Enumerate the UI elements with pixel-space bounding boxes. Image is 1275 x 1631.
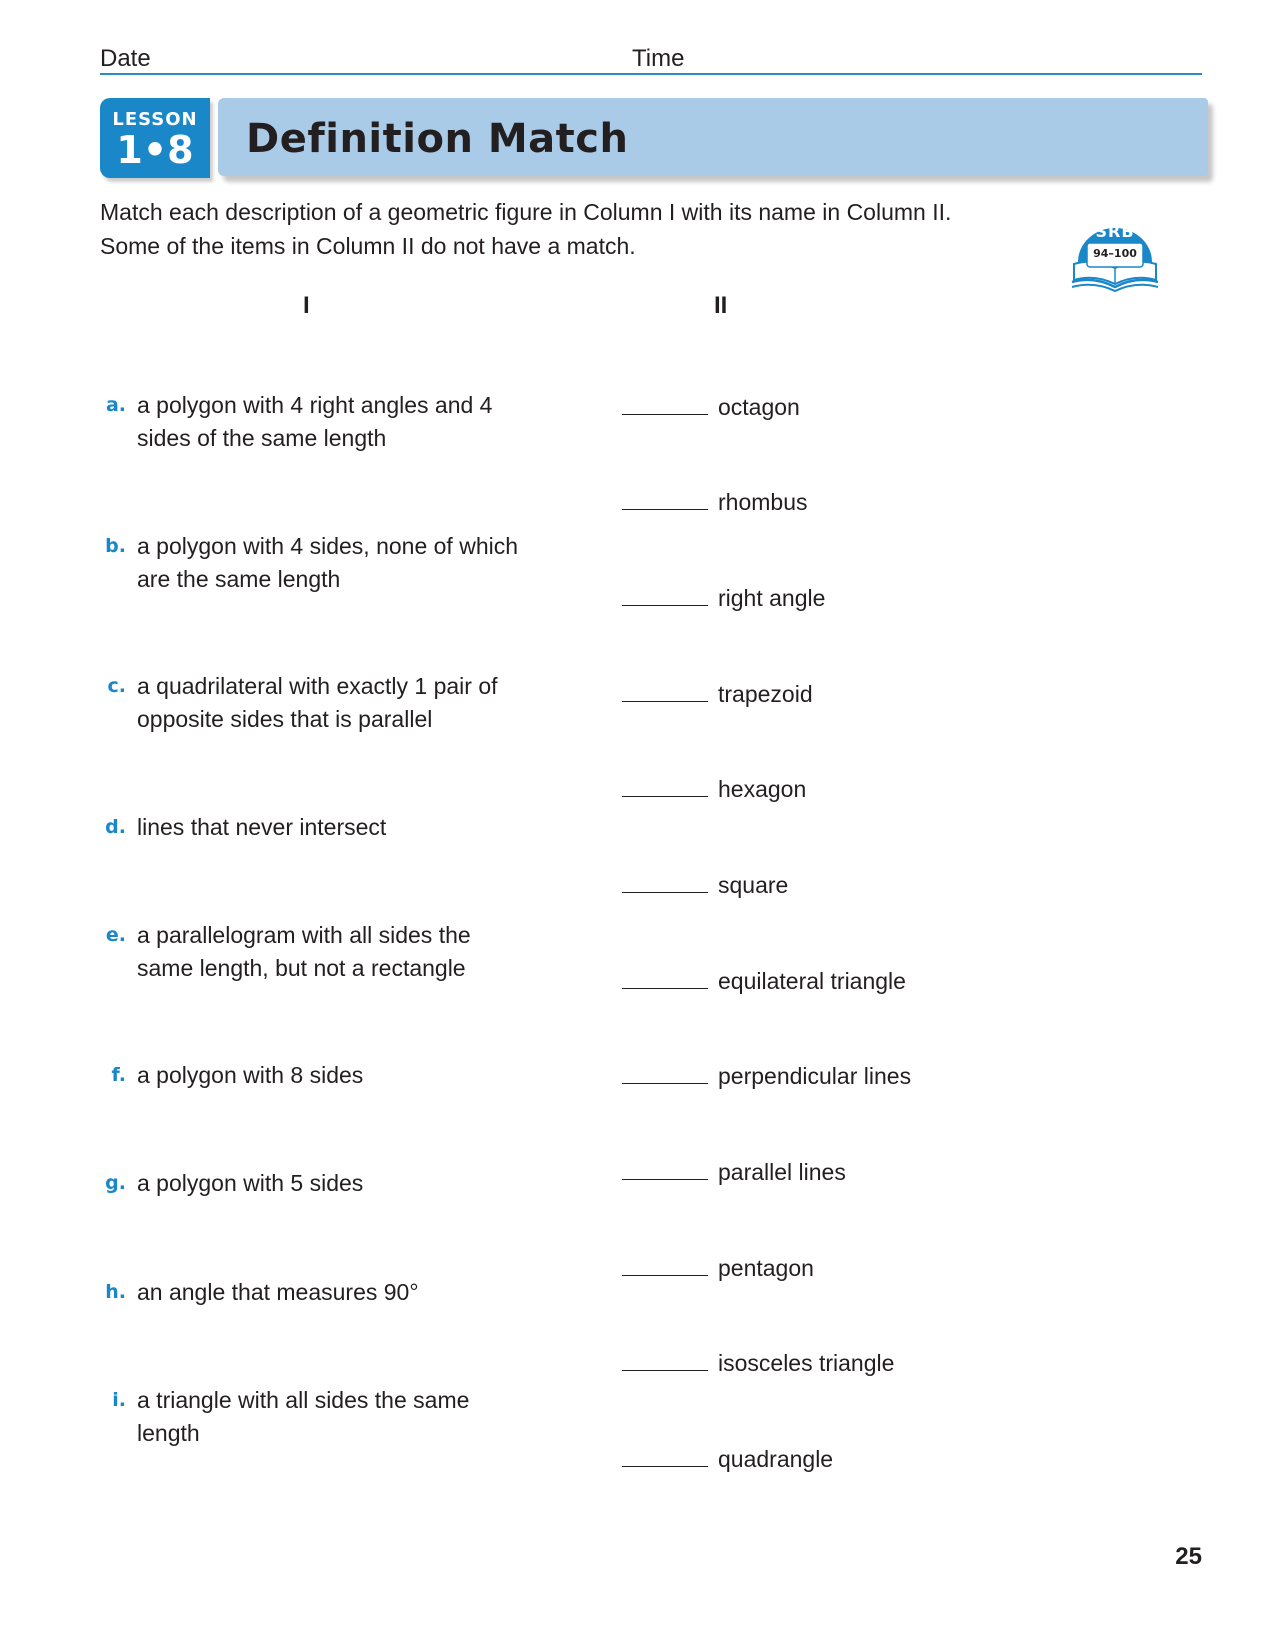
answer-name: square — [718, 872, 789, 898]
lesson-tab — [100, 98, 210, 178]
item-letter: i. — [112, 1389, 126, 1411]
answer-blank[interactable] — [622, 1253, 708, 1276]
answer-row — [622, 1348, 894, 1378]
item-description: a quadrilateral with exactly 1 pair of opposite sides that is parallel — [137, 673, 498, 732]
answer-name: trapezoid — [718, 681, 813, 707]
answer-name: perpendicular lines — [718, 1063, 912, 1089]
answer-row — [622, 1253, 814, 1283]
item-description: a polygon with 5 sides — [137, 1170, 364, 1196]
lesson-number: 1•8 — [116, 128, 194, 172]
list-item — [100, 1167, 520, 1200]
answer-row — [622, 1157, 846, 1187]
item-letter: d. — [105, 816, 126, 838]
item-description: lines that never intersect — [137, 814, 387, 840]
page-number: 25 — [1175, 1543, 1202, 1570]
item-description: a polygon with 4 right angles and 4 sides of the same length — [137, 392, 493, 451]
srb-label: SRB — [1095, 222, 1135, 241]
column-i-heading: I — [303, 292, 310, 319]
answer-blank[interactable] — [622, 966, 708, 989]
answer-name: octagon — [718, 394, 800, 420]
item-letter: b. — [105, 535, 126, 557]
instructions: Match each description of a geometric figure in Column I with its name in Column II. Some of the items in Column II do not have a match. — [100, 199, 952, 259]
srb-badge — [1070, 218, 1160, 298]
item-letter: f. — [111, 1064, 126, 1086]
answer-row — [622, 966, 906, 996]
srb-pages: 94–100 — [1093, 247, 1137, 260]
item-description: a polygon with 8 sides — [137, 1062, 364, 1088]
list-item — [100, 1276, 520, 1309]
time-label: Time — [632, 45, 685, 72]
answer-row — [622, 679, 813, 709]
item-description: an angle that measures 90° — [137, 1279, 419, 1305]
answer-blank[interactable] — [622, 679, 708, 702]
list-item — [100, 1059, 520, 1092]
item-description: a parallelogram with all sides the same length, but not a rectangle — [137, 922, 471, 981]
answer-row — [622, 583, 825, 613]
answer-name: rhombus — [718, 489, 808, 515]
answer-name: pentagon — [718, 1255, 814, 1281]
lesson-label: LESSON — [112, 109, 198, 130]
answer-blank[interactable] — [622, 1348, 708, 1371]
answer-row — [622, 1444, 833, 1474]
answer-blank[interactable] — [622, 1444, 708, 1467]
item-description: a triangle with all sides the same length — [137, 1387, 470, 1446]
list-item — [100, 919, 520, 985]
answer-name: equilateral triangle — [718, 968, 906, 994]
answer-row — [622, 487, 807, 517]
column-ii-heading: II — [714, 292, 728, 319]
answer-blank[interactable] — [622, 1061, 708, 1084]
list-item — [100, 670, 520, 736]
answer-name: parallel lines — [718, 1159, 846, 1185]
answer-blank[interactable] — [622, 870, 708, 893]
answer-blank[interactable] — [622, 583, 708, 606]
answer-blank[interactable] — [622, 392, 708, 415]
list-item — [100, 389, 520, 455]
answer-row — [622, 1061, 911, 1091]
page-title: Definition Match — [246, 116, 629, 162]
answer-row — [622, 774, 806, 804]
answer-name: hexagon — [718, 776, 807, 802]
item-description: a polygon with 4 sides, none of which are the same length — [137, 533, 519, 592]
answer-name: right angle — [718, 585, 826, 611]
answer-blank[interactable] — [622, 774, 708, 797]
item-letter: h. — [105, 1281, 126, 1303]
date-label: Date — [100, 45, 151, 72]
item-letter: c. — [107, 675, 126, 697]
list-item — [100, 1384, 520, 1450]
answer-name: quadrangle — [718, 1446, 834, 1472]
item-letter: e. — [105, 924, 126, 946]
answer-blank[interactable] — [622, 487, 708, 510]
answer-blank[interactable] — [622, 1157, 708, 1180]
answer-row — [622, 870, 788, 900]
header-rule — [100, 73, 1202, 75]
list-item — [100, 811, 520, 844]
list-item — [100, 530, 520, 596]
answer-name: isosceles triangle — [718, 1350, 895, 1376]
answer-row — [622, 392, 800, 422]
item-letter: a. — [105, 394, 126, 416]
item-letter: g. — [105, 1172, 126, 1194]
